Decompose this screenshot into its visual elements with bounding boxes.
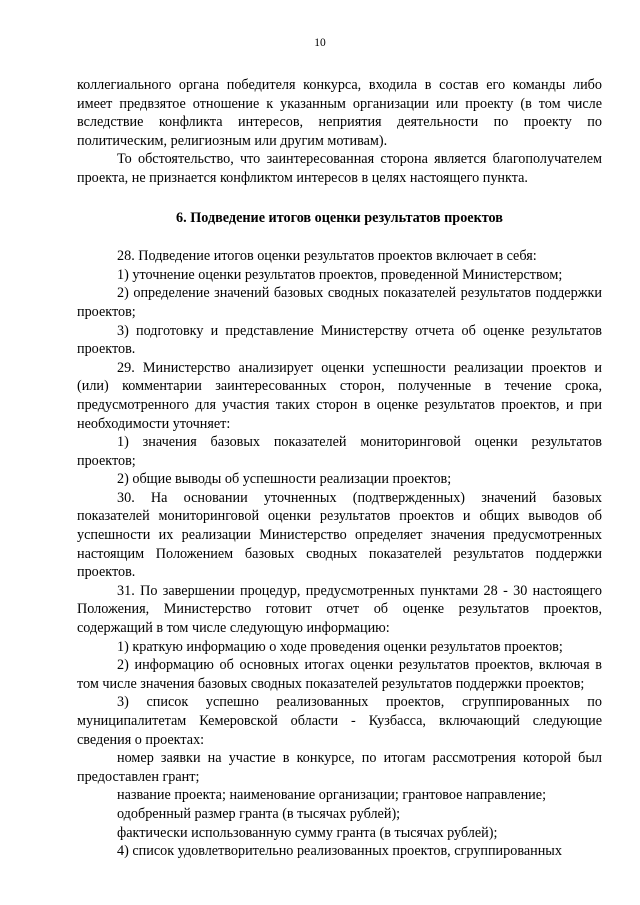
paragraph-31-item-3-used-grant: фактически использованную сумму гранта (в тысячах рублей); — [117, 824, 498, 841]
paragraph-28-item-1: 1) уточнение оценки результатов проектов, проведенной Министерством; — [117, 266, 563, 283]
paragraph-31-item-3-approved-grant: одобренный размер гранта (в тысячах рублей); — [117, 805, 401, 822]
paragraph-29-item-1: 1) значения базовых показателей мониторинговой оценки результатов проектов; — [77, 434, 602, 469]
paragraph-31-item-2: 2) информацию об основных итогах оценки результатов проектов, включая в том числе значения базовых сводных показателей результатов поддержки проектов; — [77, 657, 602, 692]
paragraph-29-item-2: 2) общие выводы об успешности реализации проектов; — [117, 471, 452, 488]
paragraph-31-item-3-project-name: название проекта; наименование организации; грантовое направление; — [117, 787, 547, 804]
paragraph-31: 31. По завершении процедур, предусмотренных пунктами 28 - 30 настоящего Положения, Министерство готовит отчет об оценке результатов проектов, содержащий в том числе следующую информацию: — [77, 582, 602, 637]
paragraph-30: 30. На основании уточненных (подтвержденных) значений базовых показателей мониторинговой оценки результатов проектов и общих выводов об успешности их реализации Министерство определяет значения предусмотренных настоящим Положением базовых сводных показателей результатов поддержки проектов. — [77, 489, 602, 581]
paragraph-31-item-1: 1) краткую информацию о ходе проведения оценки результатов проектов; — [117, 638, 563, 655]
document-body — [77, 76, 602, 861]
paragraph-31-item-4: 4) список удовлетворительно реализованных проектов, сгруппированных — [117, 843, 562, 860]
page-number: 10 — [314, 37, 326, 49]
section-heading: 6. Подведение итогов оценки результатов проектов — [176, 209, 503, 226]
paragraph-28: 28. Подведение итогов оценки результатов проектов включает в себя: — [117, 248, 537, 265]
paragraph-31-item-3: 3) список успешно реализованных проектов, сгруппированных по муниципалитетам Кемеровской области - Кузбасса, включающий следующие сведения о проектах: — [77, 694, 602, 748]
paragraph-intro-continuation: коллегиального органа победителя конкурса, входила в состав его команды либо имеет предвзятое отношение к указанным организации или проекту (в том числе вследствие конфликта интересов, неприятия деятельности по проекту по политическим, религиозным или другим мотивам). — [77, 77, 602, 149]
paragraph-31-item-3-application-number: номер заявки на участие в конкурсе, по итогам рассмотрения которой был предоставлен грант; — [77, 750, 602, 785]
paragraph-28-item-2: 2) определение значений базовых сводных показателей результатов поддержки проектов; — [77, 285, 602, 320]
paragraph-circumstance: То обстоятельство, что заинтересованная сторона является благополучателем проекта, не признается конфликтом интересов в целях настоящего пункта. — [77, 151, 602, 186]
paragraph-28-item-3: 3) подготовку и представление Министерству отчета об оценке результатов проектов. — [77, 322, 602, 358]
paragraph-29: 29. Министерство анализирует оценки успешности реализации проектов и (или) комментарии заинтересованных сторон, полученные в течение срока, предусмотренного для участия таких сторон в оценке результатов проектов, и при необходимости уточняет: — [77, 359, 602, 432]
